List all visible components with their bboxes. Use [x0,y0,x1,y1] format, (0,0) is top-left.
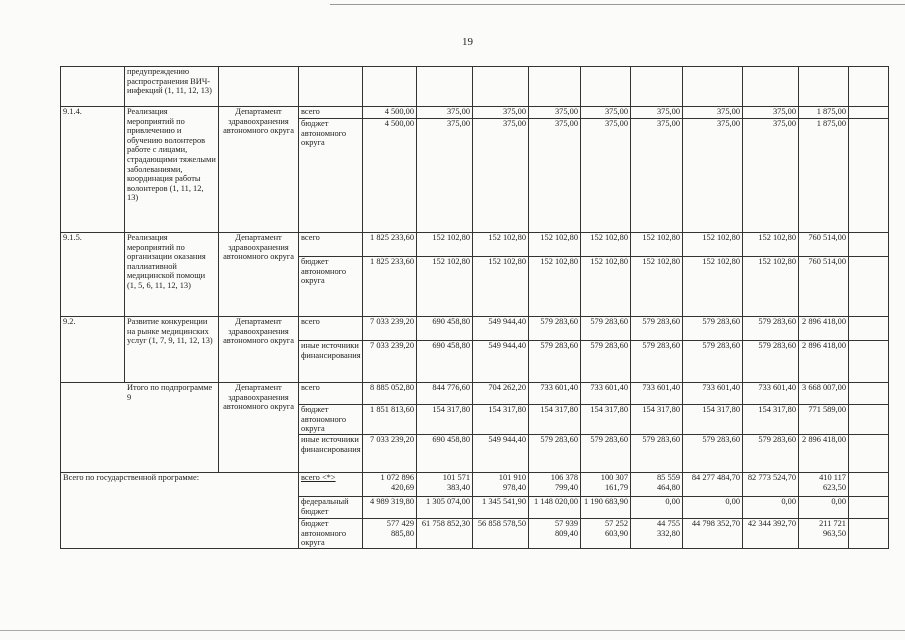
code-cell: 9.2. [61,317,125,383]
value-cell: 57 252 603,90 [581,519,631,549]
value-cell: 152 102,80 [529,233,581,257]
empty-cell [849,317,889,341]
value-cell: 760 514,00 [799,233,849,257]
value-cell: 44 755 332,80 [631,519,683,549]
value-cell: 844 776,60 [417,383,473,405]
value-cell: 0,00 [799,497,849,519]
value-cell: 4 500,00 [363,107,417,119]
empty-cell [849,497,889,519]
value-cell: 8 885 052,80 [363,383,417,405]
name-cell: предупреждению распространения ВИЧ-инфекций (1, 11, 12, 13) [125,67,219,107]
source-cell: всего [299,317,363,341]
value-cell: 57 939 809,40 [529,519,581,549]
value-cell: 4 989 319,80 [363,497,417,519]
value-cell: 1 851 813,60 [363,405,417,435]
scan-edge-top [330,4,905,5]
value-cell: 579 283,60 [743,341,799,383]
program-funding-table [60,66,889,549]
value-cell: 549 944,40 [473,341,529,383]
name-cell: Реализация мероприятий по организации оказания паллиативной медицинской помощи (1, 5, 6, 11, 12, 13) [125,233,219,317]
value-cell: 375,00 [683,119,743,233]
value-cell: 375,00 [581,107,631,119]
value-cell: 375,00 [631,119,683,233]
source-cell: иные источники финансирования [299,435,363,473]
value-cell: 154 317,80 [473,405,529,435]
value-cell: 733 601,40 [683,383,743,405]
value-cell: 100 307 161,79 [581,473,631,497]
value-cell: 152 102,80 [683,257,743,317]
empty-cell [631,67,683,107]
value-cell: 375,00 [581,119,631,233]
code-cell: 9.1.5. [61,233,125,317]
name-cell: Развитие конкуренции на рынке медицинских услуг (1, 7, 9, 11, 12, 13) [125,317,219,383]
value-cell: 1 825 233,60 [363,233,417,257]
value-cell: 375,00 [529,107,581,119]
value-cell: 101 910 978,40 [473,473,529,497]
value-cell: 375,00 [417,107,473,119]
empty-cell [849,257,889,317]
value-cell: 733 601,40 [743,383,799,405]
value-cell: 2 896 418,00 [799,435,849,473]
value-cell: 760 514,00 [799,257,849,317]
empty-cell [529,67,581,107]
value-cell: 375,00 [743,107,799,119]
empty-cell [849,341,889,383]
value-cell: 549 944,40 [473,435,529,473]
value-cell: 579 283,60 [683,341,743,383]
source-cell: иные источники финансирования [299,341,363,383]
value-cell: 82 773 524,70 [743,473,799,497]
value-cell: 152 102,80 [743,257,799,317]
empty-cell [849,233,889,257]
value-cell: 690 458,80 [417,317,473,341]
value-cell: 42 344 392,70 [743,519,799,549]
value-cell: 690 458,80 [417,341,473,383]
value-cell: 85 559 464,80 [631,473,683,497]
value-cell: 4 500,00 [363,119,417,233]
value-cell: 375,00 [529,119,581,233]
value-cell: 733 601,40 [631,383,683,405]
value-cell: 579 283,60 [683,317,743,341]
value-cell: 1 875,00 [799,107,849,119]
empty-cell [683,67,743,107]
value-cell: 152 102,80 [473,233,529,257]
empty-cell [473,67,529,107]
value-cell: 375,00 [631,107,683,119]
value-cell: 2 896 418,00 [799,317,849,341]
value-cell: 579 283,60 [683,435,743,473]
value-cell: 1 875,00 [799,119,849,233]
value-cell: 7 033 239,20 [363,317,417,341]
value-cell: 579 283,60 [529,435,581,473]
dept-cell: Департамент здравоохранения автономного округа [219,233,299,317]
table-row [61,317,889,341]
code-cell: 9.1.4. [61,107,125,233]
value-cell: 101 571 383,40 [417,473,473,497]
empty-cell [849,119,889,233]
subtotal-label: Итого по подпрограмме 9 [61,383,219,473]
source-cell: бюджет автономного округа [299,257,363,317]
value-cell: 152 102,80 [473,257,529,317]
value-cell: 152 102,80 [631,257,683,317]
value-cell: 2 896 418,00 [799,341,849,383]
value-cell: 410 117 623,50 [799,473,849,497]
value-cell: 579 283,60 [529,317,581,341]
dept-cell: Департамент здравоохранения автономного округа [219,107,299,233]
value-cell: 152 102,80 [581,257,631,317]
value-cell: 771 589,00 [799,405,849,435]
table-row [61,233,889,257]
dept-cell: Департамент здравоохранения автономного округа [219,317,299,383]
value-cell: 549 944,40 [473,317,529,341]
empty-cell [799,67,849,107]
value-cell: 579 283,60 [581,435,631,473]
total-label: Всего по государственной программе: [61,473,299,549]
value-cell: 152 102,80 [581,233,631,257]
empty-cell [849,473,889,497]
value-cell: 154 317,80 [683,405,743,435]
value-cell: 152 102,80 [529,257,581,317]
value-cell: 152 102,80 [631,233,683,257]
value-cell: 0,00 [743,497,799,519]
value-cell: 1 825 233,60 [363,257,417,317]
value-cell: 733 601,40 [529,383,581,405]
value-cell: 1 345 541,90 [473,497,529,519]
value-cell: 704 262,20 [473,383,529,405]
value-cell: 579 283,60 [743,435,799,473]
value-cell: 579 283,60 [631,435,683,473]
value-cell: 154 317,80 [529,405,581,435]
table-row [61,473,889,497]
value-cell: 579 283,60 [743,317,799,341]
value-cell: 56 858 578,50 [473,519,529,549]
value-cell: 3 668 007,00 [799,383,849,405]
value-cell: 84 277 484,70 [683,473,743,497]
value-cell: 375,00 [417,119,473,233]
value-cell: 0,00 [631,497,683,519]
empty-cell [849,107,889,119]
value-cell: 61 758 852,30 [417,519,473,549]
page-number: 19 [462,36,473,48]
source-cell: всего [299,233,363,257]
table-row [61,383,889,405]
value-cell: 154 317,80 [743,405,799,435]
value-cell: 579 283,60 [631,341,683,383]
value-cell: 106 378 799,40 [529,473,581,497]
name-cell: Реализация мероприятий по привлечению и обучению волонтеров работе с лицами, страдающими тяжелыми заболеваниями, координация работы волонтеров (1, 11, 12, 13) [125,107,219,233]
empty-cell [849,383,889,405]
value-cell: 579 283,60 [581,341,631,383]
value-cell: 1 190 683,90 [581,497,631,519]
value-cell: 1 148 020,00 [529,497,581,519]
table-row [61,67,889,107]
value-cell: 211 721 963,50 [799,519,849,549]
source-cell: бюджет автономного округа [299,405,363,435]
value-cell: 154 317,80 [631,405,683,435]
empty-cell [849,67,889,107]
source-cell: всего [299,107,363,119]
value-cell: 375,00 [683,107,743,119]
value-cell: 375,00 [473,119,529,233]
value-cell: 375,00 [743,119,799,233]
value-cell: 44 798 352,70 [683,519,743,549]
code-cell [61,67,125,107]
value-cell: 733 601,40 [581,383,631,405]
table-row [61,107,889,119]
value-cell: 7 033 239,20 [363,435,417,473]
value-cell: 690 458,80 [417,435,473,473]
source-cell: федеральный бюджет [299,497,363,519]
source-cell: всего <*> [299,473,363,497]
source-cell: бюджет автономного округа [299,119,363,233]
empty-cell [363,67,417,107]
value-cell: 152 102,80 [683,233,743,257]
empty-cell [849,519,889,549]
value-cell: 1 305 074,00 [417,497,473,519]
value-cell: 152 102,80 [417,257,473,317]
source-cell: бюджет автономного округа [299,519,363,549]
value-cell: 579 283,60 [631,317,683,341]
value-cell: 7 033 239,20 [363,341,417,383]
value-cell: 154 317,80 [581,405,631,435]
empty-cell [743,67,799,107]
value-cell: 577 429 885,80 [363,519,417,549]
empty-cell [581,67,631,107]
value-cell: 579 283,60 [581,317,631,341]
value-cell: 579 283,60 [529,341,581,383]
empty-cell [417,67,473,107]
value-cell: 1 072 896 420,69 [363,473,417,497]
dept-cell [219,67,299,107]
value-cell: 375,00 [473,107,529,119]
value-cell: 0,00 [683,497,743,519]
source-cell: всего [299,383,363,405]
scan-edge-bottom [0,630,905,631]
value-cell: 152 102,80 [417,233,473,257]
value-cell: 154 317,80 [417,405,473,435]
value-cell: 152 102,80 [743,233,799,257]
dept-cell: Департамент здравоохранения автономного округа [219,383,299,473]
empty-cell [849,435,889,473]
empty-cell [299,67,363,107]
empty-cell [849,405,889,435]
